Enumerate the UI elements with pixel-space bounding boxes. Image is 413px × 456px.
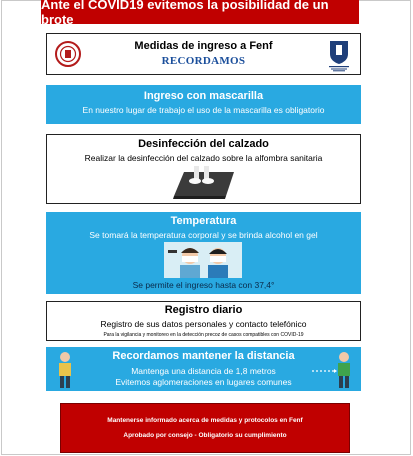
header-title: Medidas de ingreso a Fenf <box>134 40 273 52</box>
mask-title: Ingreso con mascarilla <box>143 90 264 102</box>
footer-notice <box>60 403 350 453</box>
registry-note: Para la vigilancia y monitoreo en la detección precoz de casos compatibles con COVID-19 <box>103 332 304 338</box>
sanitizing-mat-illustration <box>170 166 236 200</box>
temperature-title: Temperatura <box>170 215 237 227</box>
person-left-icon <box>52 351 78 389</box>
footwear-text: Realizar la desinfección del calzado sobre la alfombra sanitaria <box>84 153 323 163</box>
mask-section <box>46 85 361 124</box>
university-logo <box>324 38 354 72</box>
person-right-icon <box>312 351 356 389</box>
header-subtitle: RECORDAMOS <box>161 55 246 67</box>
registry-title: Registro diario <box>164 304 243 316</box>
footer-line-1: Mantenerse informado acerca de medidas y protocolos en Fenf <box>107 417 303 424</box>
distance-section <box>46 347 361 391</box>
temperature-text: Se tomará la temperatura corporal y se brinda alcohol en gel <box>89 230 318 240</box>
distance-title: Recordamos mantener la distancia <box>112 350 295 362</box>
distance-text: Mantenga una distancia de 1,8 metros <box>131 366 276 376</box>
distance-text-2: Evitemos aglomeraciones en lugares comunes <box>115 377 292 387</box>
mask-text: En nuestro lugar de trabajo el uso de la mascarilla es obligatorio <box>82 105 325 115</box>
registry-section <box>46 301 361 341</box>
temperature-check-illustration <box>164 242 242 278</box>
temperature-note: Se permite el ingreso hasta con 37,4° <box>132 280 275 290</box>
footwear-section <box>46 134 361 204</box>
temperature-section <box>46 212 361 294</box>
footwear-title: Desinfección del calzado <box>138 138 269 150</box>
header-box <box>46 33 361 75</box>
banner: Ante el COVID19 evitemos la posibilidad de un brote <box>41 0 359 24</box>
footer-line-2: Aprobado por consejo - Obligatorio su cumplimiento <box>123 432 287 439</box>
registry-text: Registro de sus datos personales y contacto telefónico <box>100 319 307 329</box>
